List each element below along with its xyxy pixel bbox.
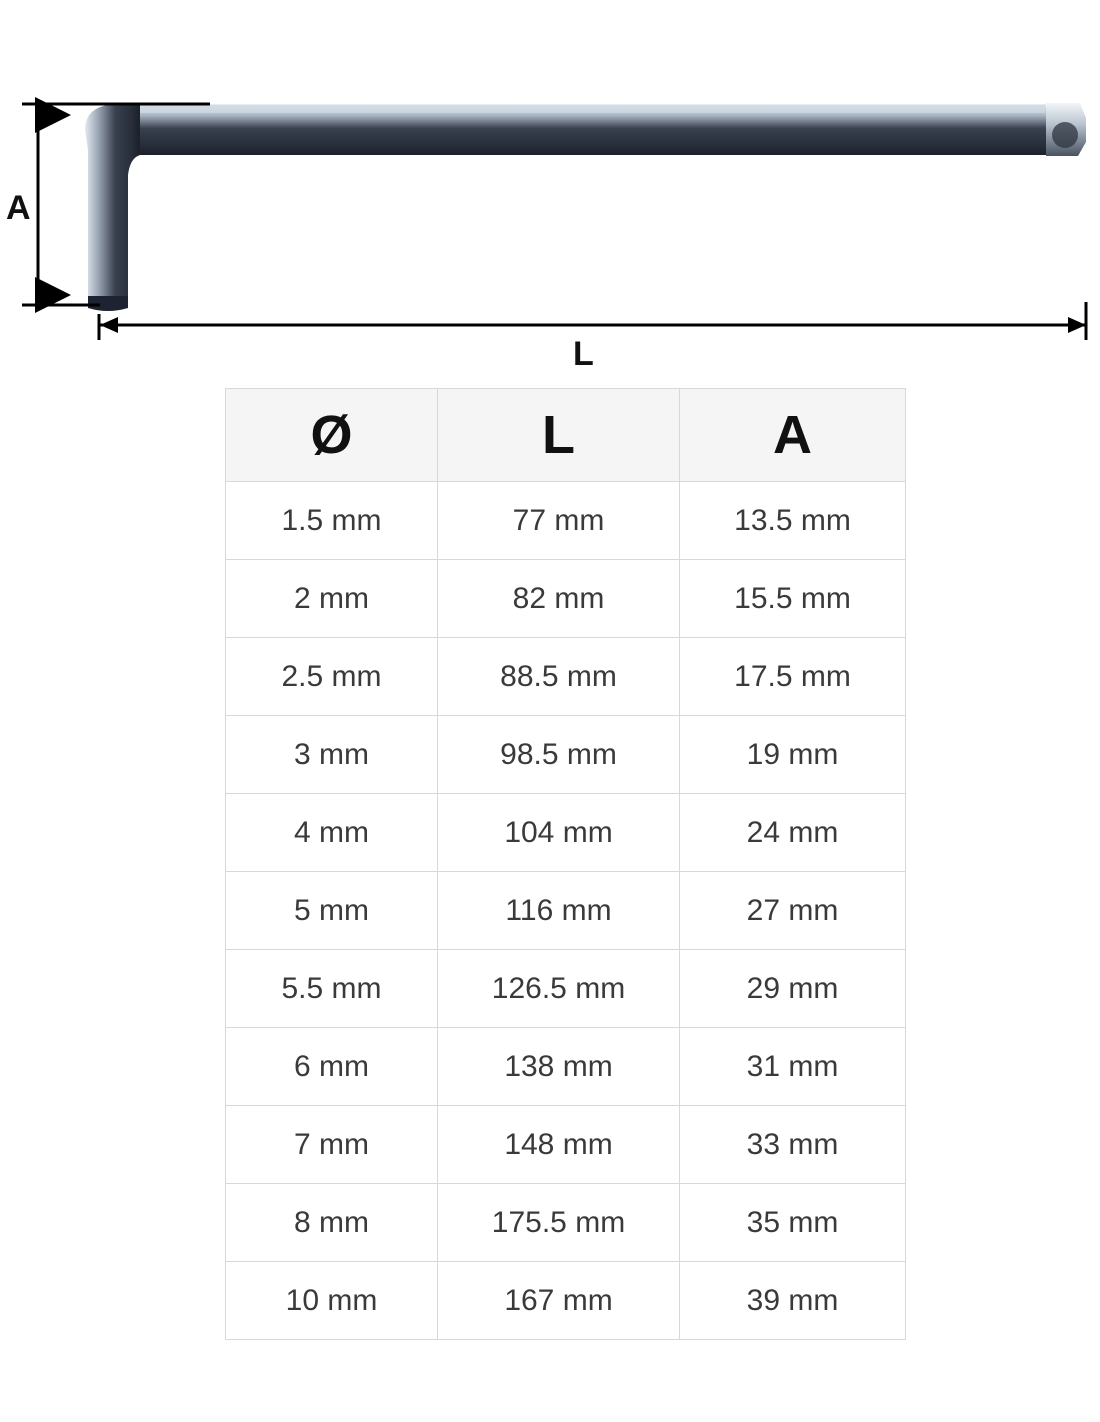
table-row xyxy=(226,1262,906,1340)
table-row xyxy=(226,560,906,638)
cell-diameter: 2 mm xyxy=(226,560,438,638)
table-row xyxy=(226,716,906,794)
cell-length: 116 mm xyxy=(438,872,680,950)
cell-arm: 39 mm xyxy=(680,1262,906,1340)
table-row xyxy=(226,950,906,1028)
table-row xyxy=(226,1028,906,1106)
table-row xyxy=(226,794,906,872)
table-head xyxy=(226,389,906,482)
cell-length: 88.5 mm xyxy=(438,638,680,716)
cell-arm: 17.5 mm xyxy=(680,638,906,716)
cell-arm: 35 mm xyxy=(680,1184,906,1262)
dimension-a-label: A xyxy=(6,189,31,227)
cell-diameter: 1.5 mm xyxy=(226,482,438,560)
cell-arm: 19 mm xyxy=(680,716,906,794)
cell-diameter: 7 mm xyxy=(226,1106,438,1184)
cell-arm: 31 mm xyxy=(680,1028,906,1106)
cell-length: 104 mm xyxy=(438,794,680,872)
spec-table-container xyxy=(225,388,905,1340)
cell-diameter: 10 mm xyxy=(226,1262,438,1340)
cell-length: 82 mm xyxy=(438,560,680,638)
cell-arm: 27 mm xyxy=(680,872,906,950)
cell-diameter: 2.5 mm xyxy=(226,638,438,716)
table-row xyxy=(226,1106,906,1184)
cell-length: 148 mm xyxy=(438,1106,680,1184)
cell-diameter: 3 mm xyxy=(226,716,438,794)
cell-diameter: 4 mm xyxy=(226,794,438,872)
column-header-arm: A xyxy=(680,389,906,482)
hex-key-graphic xyxy=(85,103,1086,311)
cell-length: 175.5 mm xyxy=(438,1184,680,1262)
table-body xyxy=(226,482,906,1340)
cell-length: 77 mm xyxy=(438,482,680,560)
table-row xyxy=(226,872,906,950)
cell-arm: 33 mm xyxy=(680,1106,906,1184)
column-header-diameter: Ø xyxy=(226,389,438,482)
dimension-l-label: L xyxy=(573,335,594,373)
cell-arm: 13.5 mm xyxy=(680,482,906,560)
table-row xyxy=(226,1184,906,1262)
cell-arm: 15.5 mm xyxy=(680,560,906,638)
cell-diameter: 6 mm xyxy=(226,1028,438,1106)
diagram-svg xyxy=(0,0,1100,375)
cell-diameter: 5 mm xyxy=(226,872,438,950)
table-row xyxy=(226,482,906,560)
table-row xyxy=(226,638,906,716)
cell-arm: 24 mm xyxy=(680,794,906,872)
cell-arm: 29 mm xyxy=(680,950,906,1028)
dimensions-table xyxy=(225,388,906,1340)
column-header-length: L xyxy=(438,389,680,482)
cell-diameter: 5.5 mm xyxy=(226,950,438,1028)
cell-length: 167 mm xyxy=(438,1262,680,1340)
table-header-row xyxy=(226,389,906,482)
cell-length: 126.5 mm xyxy=(438,950,680,1028)
cell-length: 138 mm xyxy=(438,1028,680,1106)
cell-length: 98.5 mm xyxy=(438,716,680,794)
dimension-diagram xyxy=(0,0,1100,375)
cell-diameter: 8 mm xyxy=(226,1184,438,1262)
